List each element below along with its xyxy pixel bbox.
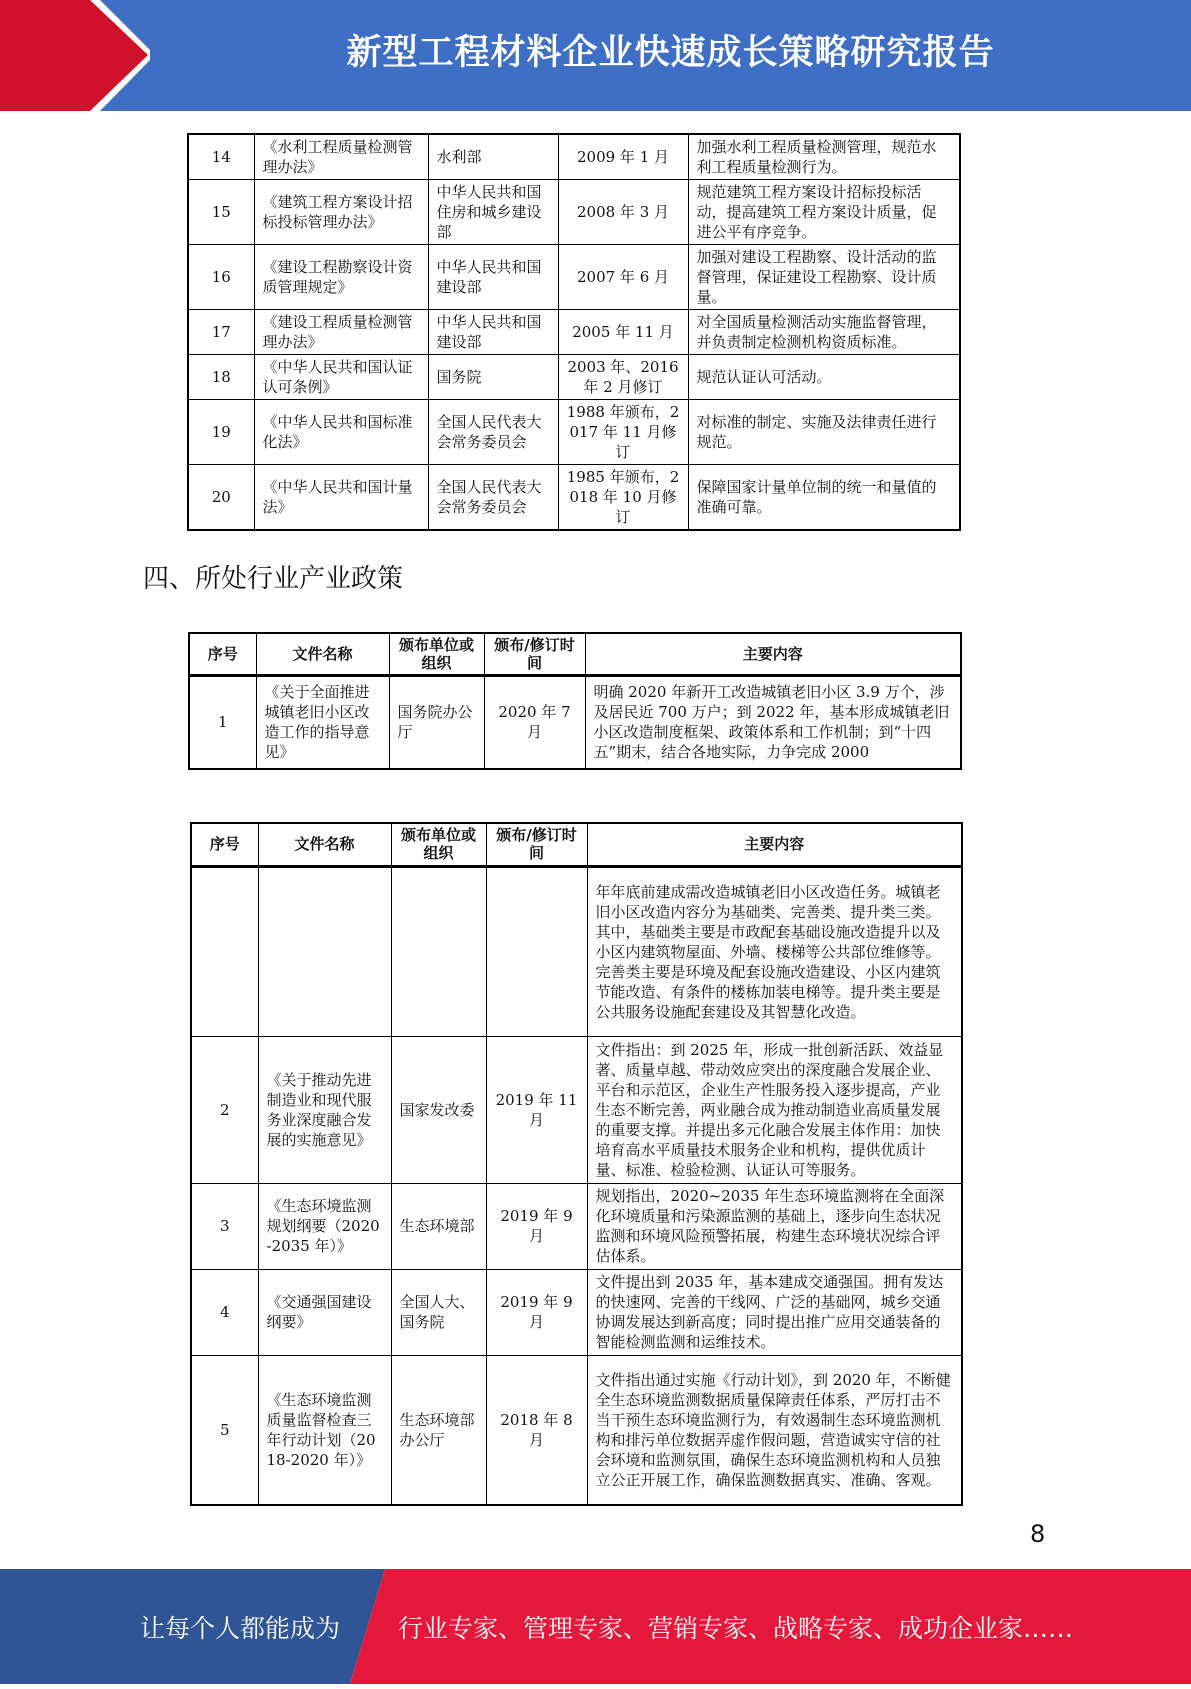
row-number-cell: 18: [188, 355, 254, 400]
row-number-cell: 5: [191, 1355, 258, 1505]
document-name-cell: 《中华人民共和国计量法》: [254, 465, 428, 531]
main-content-cell: 明确 2020 年新开工改造城镇老旧小区 3.9 万个，涉及居民近 700 万户；到 2022 年，基本形成城镇老旧小区改造制度框架、政策体系和工作机制；到“十四五”期末，结合各地实际，力争完成 2000: [585, 676, 961, 769]
row-number-cell: 4: [191, 1269, 258, 1355]
header-red-arrow: [0, 0, 150, 111]
document-name-cell: 《建筑工程方案设计招标投标管理办法》: [254, 180, 428, 245]
issue-date-cell: 1985 年颁布，2018 年 10 月修订: [558, 465, 688, 531]
main-content-cell: 文件提出到 2035 年，基本建成交通强国。拥有发达的快速网、完善的干线网、广泛的基础网，城乡交通协调发展达到新高度；同时提出推广应用交通装备的智能检测监测和运维技术。: [587, 1269, 962, 1355]
table-row: [188, 180, 960, 245]
main-content-cell: 年年底前建成需改造城镇老旧小区改造任务。城镇老旧小区改造内容分为基础类、完善类、提升类三类。其中，基础类主要是市政配套基础设施改造提升以及小区内建筑物屋面、外墙、楼梯等公共部位维修等。完善类主要是环境及配套设施改造建设、小区内建筑节能改造、有条件的楼栋加装电梯等。提升类主要是公共服务设施配套建设及其智慧化改造。: [587, 866, 962, 1036]
main-content-cell: 对标准的制定、实施及法律责任进行规范。: [688, 400, 960, 465]
issuing-body-cell: 全国人民代表大会常务委员会: [428, 400, 558, 465]
footer-slogan-left: 让每个人都能成为: [140, 1614, 341, 1643]
document-name-cell: 《关于推动先进制造业和现代服务业深度融合发展的实施意见》: [258, 1036, 391, 1183]
industry-policy-table-continued: [190, 822, 963, 1506]
table-row: [191, 1036, 962, 1183]
table-row: [188, 465, 960, 531]
column-header-row-number: 序号: [191, 823, 258, 866]
document-name-cell: 《交通强国建设纲要》: [258, 1269, 391, 1355]
main-content-cell: 规范认证认可活动。: [688, 355, 960, 400]
industry-policy-table: [188, 632, 962, 770]
column-header-main-content: 主要内容: [587, 823, 962, 866]
row-number-cell: 15: [188, 180, 254, 245]
issue-date-cell: 1988 年颁布，2017 年 11 月修订: [558, 400, 688, 465]
table-row: [188, 245, 960, 310]
row-number-cell: 14: [188, 134, 254, 180]
industry-policy-table-body: [189, 676, 961, 769]
column-header-issuing-body: 颁布单位或组织: [389, 633, 484, 676]
issue-date-cell: 2019 年 11 月: [486, 1036, 587, 1183]
row-number-cell: 1: [189, 676, 256, 769]
row-number-cell: 3: [191, 1183, 258, 1269]
issuing-body-cell: 水利部: [428, 134, 558, 180]
row-number-cell: 19: [188, 400, 254, 465]
main-content-cell: 对全国质量检测活动实施监督管理，并负责制定检测机构资质标准。: [688, 310, 960, 355]
main-content-cell: 规范建筑工程方案设计招标投标活动，提高建筑工程方案设计质量，促进公平有序竞争。: [688, 180, 960, 245]
issue-date-cell: [486, 866, 587, 1036]
row-number-cell: 20: [188, 465, 254, 531]
column-header-issue-date: 颁布/修订时间: [486, 823, 587, 866]
document-name-cell: 《中华人民共和国认证认可条例》: [254, 355, 428, 400]
main-content-cell: 文件指出：到 2025 年，形成一批创新活跃、效益显著、质量卓越、带动效应突出的深度融合发展企业、平台和示范区，企业生产性服务投入逐步提高，产业生态不断完善，两业融合成为推动制造业高质量发展的重要支撑。并提出多元化融合发展主体作用：加快培育高水平质量技术服务企业和机构，提供优质计量、标准、检验检测、认证认可等服务。: [587, 1036, 962, 1183]
issue-date-cell: 2009 年 1 月: [558, 134, 688, 180]
issue-date-cell: 2019 年 9 月: [486, 1269, 587, 1355]
page-number: 8: [1030, 1520, 1046, 1548]
regulation-table-body: [188, 134, 960, 530]
table-header-row: [191, 823, 962, 866]
table-row: [188, 310, 960, 355]
issuing-body-cell: 国务院办公厅: [389, 676, 484, 769]
column-header-issue-date: 颁布/修订时间: [484, 633, 585, 676]
issue-date-cell: 2019 年 9 月: [486, 1183, 587, 1269]
document-name-cell: 《生态环境监测质量监督检查三年行动计划（2018-2020 年）》: [258, 1355, 391, 1505]
page-header: [0, 0, 1191, 111]
issuing-body-cell: 全国人大、国务院: [391, 1269, 486, 1355]
column-header-document-name: 文件名称: [258, 823, 391, 866]
document-name-cell: 《水利工程质量检测管理办法》: [254, 134, 428, 180]
document-name-cell: 《建设工程质量检测管理办法》: [254, 310, 428, 355]
issue-date-cell: 2003 年、2016 年 2 月修订: [558, 355, 688, 400]
table-row: [188, 355, 960, 400]
issuing-body-cell: [391, 866, 486, 1036]
column-header-main-content: 主要内容: [585, 633, 961, 676]
issue-date-cell: 2008 年 3 月: [558, 180, 688, 245]
table-row: [188, 134, 960, 180]
document-name-cell: [258, 866, 391, 1036]
row-number-cell: [191, 866, 258, 1036]
issue-date-cell: 2020 年 7 月: [484, 676, 585, 769]
table-row: [188, 400, 960, 465]
table-row: [191, 1269, 962, 1355]
report-title: 新型工程材料企业快速成长策略研究报告: [346, 33, 995, 73]
main-content-cell: 规划指出，2020~2035 年生态环境监测将在全面深化环境质量和污染源监测的基础上，逐步向生态状况监测和环境风险预警拓展，构建生态环境状况综合评估体系。: [587, 1183, 962, 1269]
issuing-body-cell: 国务院: [428, 355, 558, 400]
table-row: [191, 1355, 962, 1505]
issue-date-cell: 2007 年 6 月: [558, 245, 688, 310]
issuing-body-cell: 国家发改委: [391, 1036, 486, 1183]
row-number-cell: 17: [188, 310, 254, 355]
main-content-cell: 保障国家计量单位制的统一和量值的准确可靠。: [688, 465, 960, 531]
table-row: [191, 1183, 962, 1269]
industry-policy-table-continued-body: [191, 866, 962, 1505]
main-content-cell: 加强对建设工程勘察、设计活动的监督管理，保证建设工程勘察、设计质量。: [688, 245, 960, 310]
row-number-cell: 16: [188, 245, 254, 310]
issuing-body-cell: 生态环境部办公厅: [391, 1355, 486, 1505]
row-number-cell: 2: [191, 1036, 258, 1183]
column-header-document-name: 文件名称: [256, 633, 389, 676]
issuing-body-cell: 中华人民共和国建设部: [428, 245, 558, 310]
footer-slogan-right: 行业专家、管理专家、营销专家、战略专家、成功企业家……: [398, 1614, 1074, 1643]
issuing-body-cell: 中华人民共和国住房和城乡建设部: [428, 180, 558, 245]
main-content-cell: 文件指出通过实施《行动计划》，到 2020 年，不断健全生态环境监测数据质量保障责任体系，严厉打击不当干预生态环境监测行为，有效遏制生态环境监测机构和排污单位数据弄虚作假问题，营造诚实守信的社会环境和监测氛围，确保生态环境监测机构和人员独立公正开展工作，确保监测数据真实、准确、客观。: [587, 1355, 962, 1505]
main-content-cell: 加强水利工程质量检测管理，规范水利工程质量检测行为。: [688, 134, 960, 180]
issuing-body-cell: 生态环境部: [391, 1183, 486, 1269]
document-name-cell: 《建设工程勘察设计资质管理规定》: [254, 245, 428, 310]
document-name-cell: 《生态环境监测规划纲要（2020-2035 年）》: [258, 1183, 391, 1269]
document-name-cell: 《中华人民共和国标准化法》: [254, 400, 428, 465]
table-row: [191, 866, 962, 1036]
table-header-row: [189, 633, 961, 676]
section-title: 四、所处行业产业政策: [143, 564, 404, 594]
table-row: [189, 676, 961, 769]
issue-date-cell: 2005 年 11 月: [558, 310, 688, 355]
column-header-issuing-body: 颁布单位或组织: [391, 823, 486, 866]
document-name-cell: 《关于全面推进城镇老旧小区改造工作的指导意见》: [256, 676, 389, 769]
page-footer: [0, 1569, 1191, 1684]
regulation-table-continued: [187, 133, 961, 531]
issuing-body-cell: 全国人民代表大会常务委员会: [428, 465, 558, 531]
column-header-row-number: 序号: [189, 633, 256, 676]
issuing-body-cell: 中华人民共和国建设部: [428, 310, 558, 355]
issue-date-cell: 2018 年 8 月: [486, 1355, 587, 1505]
